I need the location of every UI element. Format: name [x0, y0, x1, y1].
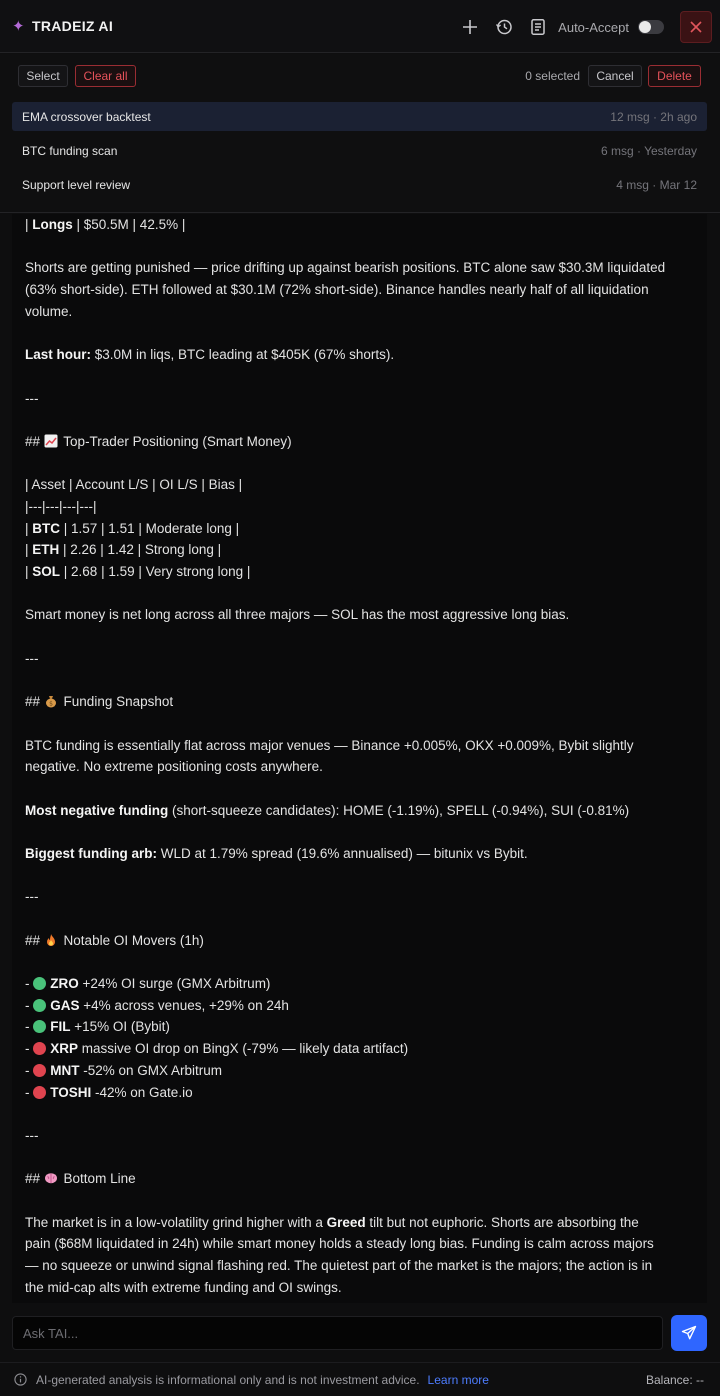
- composer: [0, 1304, 720, 1362]
- table-header: | Asset | Account L/S | OI L/S | Bias |: [25, 477, 243, 492]
- paragraph-line: [25, 344, 695, 366]
- text: +15% OI (Bybit): [70, 1019, 170, 1034]
- text-bold: Biggest funding arb:: [25, 846, 157, 861]
- green-circle-icon: [33, 999, 46, 1012]
- paragraph-line: Shorts are getting punished — price drifting up against bearish positions. BTC alone saw $30.3M liquidated: [25, 260, 666, 275]
- text: ##: [25, 933, 44, 948]
- text: $3.0M in liqs, BTC leading at $405K (67% shorts).: [91, 347, 395, 362]
- text: WLD at 1.79% spread (19.6% annualised) — bitunix vs Bybit.: [157, 846, 528, 861]
- text: Notable OI Movers (1h): [63, 933, 204, 948]
- delete-button[interactable]: Delete: [648, 65, 701, 87]
- green-circle-icon: [33, 1020, 46, 1033]
- select-button[interactable]: Select: [18, 65, 68, 87]
- text: (short-squeeze candidates): HOME (-1.19%), SPELL (-0.94%), SUI (-0.81%): [168, 803, 630, 818]
- paragraph-line: BTC funding is essentially flat across major venues — Binance +0.005%, OKX +0.009%, Bybit slightly: [25, 738, 634, 753]
- chat-message-area: [12, 214, 707, 1303]
- text-bold: ZRO: [50, 976, 79, 991]
- auto-accept-toggle[interactable]: [638, 20, 664, 34]
- paragraph-line: [25, 1212, 695, 1234]
- text-bold: FIL: [50, 1019, 71, 1034]
- history-icon: [495, 18, 513, 36]
- paragraph-line: pain ($68M liquidated in 24h) while smart money holds a steady long bias. Funding is calm across majors: [25, 1236, 654, 1251]
- sparkle-icon: ✦: [12, 18, 25, 35]
- text-bold: SOL: [32, 564, 61, 579]
- paragraph-line: volume.: [25, 304, 73, 319]
- close-icon: [689, 20, 703, 34]
- section-heading: [25, 691, 695, 713]
- brand: [12, 17, 113, 35]
- disclaimer-text: AI-generated analysis is informational only and is not investment advice.: [36, 1372, 420, 1387]
- footer: [0, 1362, 720, 1396]
- balance-readout: Balance: --: [645, 1373, 704, 1387]
- paragraph-line: the mid-cap alts with extreme funding and OI swings.: [25, 1280, 342, 1295]
- chat-input[interactable]: [12, 1316, 663, 1350]
- text: | 1.57 | 1.51 | Moderate long |: [60, 521, 240, 536]
- paragraph-line: negative. No extreme positioning costs anywhere.: [25, 759, 323, 774]
- section-heading: [25, 431, 695, 453]
- text: Top-Trader Positioning (Smart Money): [63, 434, 292, 449]
- history-item-title: Support level review: [22, 177, 131, 192]
- history-toolbar: [0, 54, 720, 98]
- history-item[interactable]: [12, 102, 707, 131]
- text: ##: [25, 1171, 44, 1186]
- table-row: [25, 214, 695, 236]
- text: tilt but not euphoric. Shorts are absorbing the: [365, 1215, 639, 1230]
- history-button[interactable]: [490, 13, 518, 41]
- selected-count: 0 selected: [525, 69, 580, 83]
- clear-all-button[interactable]: Clear all: [75, 65, 136, 87]
- svg-text:$: $: [48, 700, 53, 708]
- text-bold: XRP: [50, 1041, 79, 1056]
- table-row: | BTC | 1.57 | 1.51 | Moderate long |: [25, 521, 240, 536]
- history-item-meta: 6 msg · Yesterday: [600, 143, 697, 158]
- text-bold: BTC: [32, 521, 61, 536]
- text-bold: Last hour:: [25, 347, 91, 362]
- text-bold: GAS: [50, 998, 80, 1013]
- list-item: - FIL +15% OI (Bybit): [25, 1019, 170, 1034]
- text: +24% OI surge (GMX Arbitrum): [78, 976, 271, 991]
- green-circle-icon: [33, 977, 46, 990]
- history-item-title: EMA crossover backtest: [22, 109, 151, 124]
- text-bold: Longs: [32, 217, 73, 232]
- text-bold: MNT: [50, 1063, 80, 1078]
- list-item: - ZRO +24% OI surge (GMX Arbitrum): [25, 976, 271, 991]
- text: The market is in a low-volatility grind higher with a: [25, 1215, 327, 1230]
- close-button[interactable]: [680, 11, 712, 43]
- text: | 2.68 | 1.59 | Very strong long |: [60, 564, 251, 579]
- separator: ---: [25, 1128, 39, 1143]
- table-row: | SOL | 2.68 | 1.59 | Very strong long |: [25, 564, 251, 579]
- learn-more-link[interactable]: Learn more: [427, 1372, 489, 1387]
- text: | $50.5M | 42.5% |: [72, 217, 186, 232]
- section-heading: [25, 930, 695, 952]
- chat-history-panel: [0, 54, 720, 213]
- separator: ---: [25, 391, 39, 406]
- fire-icon: [44, 933, 58, 947]
- new-chat-button[interactable]: [456, 13, 484, 41]
- text-bold: Most negative funding: [25, 803, 169, 818]
- paragraph-line: Smart money is net long across all three majors — SOL has the most aggressive long bias.: [25, 607, 570, 622]
- history-item[interactable]: [12, 136, 707, 165]
- list-item: - TOSHI -42% on Gate.io: [25, 1085, 193, 1100]
- chart-increasing-icon: [44, 434, 58, 448]
- history-item[interactable]: [12, 170, 707, 199]
- paragraph-line: [25, 843, 695, 865]
- brain-icon: [44, 1171, 58, 1185]
- auto-accept-label: Auto-Accept: [558, 19, 629, 35]
- table-row: | ETH | 2.26 | 1.42 | Strong long |: [25, 542, 222, 557]
- history-item-meta: 12 msg · 2h ago: [610, 109, 697, 124]
- red-circle-icon: [33, 1042, 46, 1055]
- text-bold: ETH: [32, 542, 60, 557]
- text: -52% on GMX Arbitrum: [79, 1063, 223, 1078]
- red-circle-icon: [33, 1086, 46, 1099]
- history-item-title: BTC funding scan: [22, 143, 118, 158]
- red-circle-icon: [33, 1064, 46, 1077]
- paragraph-line: — no squeeze or unwind signal flashing red. The quietest part of the market is the majors; the action is in: [25, 1258, 653, 1273]
- text: ##: [25, 434, 44, 449]
- history-item-meta: 4 msg · Mar 12: [616, 177, 697, 192]
- separator: ---: [25, 889, 39, 904]
- text: |: [25, 217, 33, 232]
- text: Bottom Line: [63, 1171, 136, 1186]
- send-button[interactable]: [671, 1315, 707, 1351]
- cancel-button[interactable]: Cancel: [588, 65, 642, 87]
- text-bold: Greed: [326, 1215, 366, 1230]
- text: -42% on Gate.io: [91, 1085, 193, 1100]
- text: massive OI drop on BingX (-79% — likely data artifact): [78, 1041, 409, 1056]
- section-heading: [25, 1168, 695, 1190]
- paragraph-line: (63% short-side). ETH followed at $30.1M (72% short-side). Binance handles nearly half of all liquidation: [25, 282, 649, 297]
- info-icon: [14, 1373, 27, 1386]
- send-icon: [681, 1325, 697, 1341]
- app-title: TRADEIZ AI: [32, 18, 114, 34]
- table-separator: |---|---|---|---|: [25, 499, 97, 514]
- app-header: [0, 0, 720, 53]
- paragraph-line: [25, 800, 695, 822]
- header-actions: [450, 11, 712, 43]
- text: | 2.26 | 1.42 | Strong long |: [59, 542, 222, 557]
- text: +4% across venues, +29% on 24h: [79, 998, 289, 1013]
- list-item: - XRP massive OI drop on BingX (-79% — likely data artifact): [25, 1041, 409, 1056]
- list-item: - MNT -52% on GMX Arbitrum: [25, 1063, 223, 1078]
- text-bold: TOSHI: [50, 1085, 92, 1100]
- plus-icon: [461, 18, 479, 36]
- list-item: - GAS +4% across venues, +29% on 24h: [25, 998, 289, 1013]
- text: Funding Snapshot: [63, 694, 174, 709]
- money-bag-icon: [44, 694, 58, 708]
- notes-icon: [529, 18, 547, 36]
- text: ##: [25, 694, 44, 709]
- separator: ---: [25, 651, 39, 666]
- notes-button[interactable]: [524, 13, 552, 41]
